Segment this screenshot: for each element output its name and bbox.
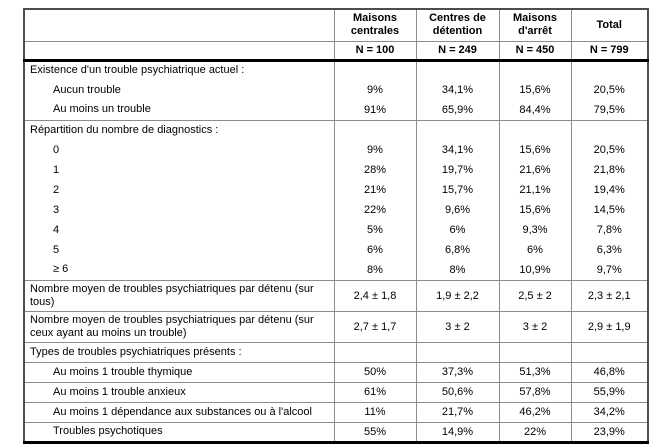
cell-value: 2,4 ± 1,8 xyxy=(334,280,416,311)
cell-value xyxy=(416,342,499,362)
table-row xyxy=(24,200,648,220)
cell-value xyxy=(416,60,499,80)
cell-value: 20,5% xyxy=(571,140,648,160)
column-n-0: N = 100 xyxy=(334,41,416,60)
table-row xyxy=(24,160,648,180)
cell-value: 28% xyxy=(334,160,416,180)
cell-value: 5% xyxy=(334,220,416,240)
cell-value: 21,8% xyxy=(571,160,648,180)
cell-value: 34,1% xyxy=(416,140,499,160)
row-label: Nombre moyen de troubles psychiatriques par détenu (sur ceux ayant au moins un trouble) xyxy=(24,311,334,342)
cell-value xyxy=(334,120,416,140)
cell-value: 51,3% xyxy=(499,362,571,382)
cell-value xyxy=(416,120,499,140)
cell-value: 15,6% xyxy=(499,80,571,100)
row-label: Au moins un trouble xyxy=(24,100,334,120)
cell-value: 2,9 ± 1,9 xyxy=(571,311,648,342)
row-label: ≥ 6 xyxy=(24,260,334,280)
cell-value xyxy=(334,342,416,362)
row-label: Au moins 1 trouble anxieux xyxy=(24,382,334,402)
column-n-3: N = 799 xyxy=(571,41,648,60)
table-row xyxy=(24,402,648,422)
cell-value: 9,6% xyxy=(416,200,499,220)
row-label: 4 xyxy=(53,223,60,236)
corner-cell xyxy=(24,9,334,41)
psychiatric-disorders-table xyxy=(23,8,649,444)
cell-value: 46,2% xyxy=(499,402,571,422)
row-label: Types de troubles psychiatriques présents : xyxy=(24,342,334,362)
table-row xyxy=(24,140,648,160)
cell-value: 34,1% xyxy=(416,80,499,100)
cell-value: 21,6% xyxy=(499,160,571,180)
cell-value: 6% xyxy=(334,240,416,260)
cell-value: 3 ± 2 xyxy=(416,311,499,342)
cell-value: 19,4% xyxy=(571,180,648,200)
cell-value: 22% xyxy=(499,422,571,442)
table-row xyxy=(24,60,648,80)
column-n-1: N = 249 xyxy=(416,41,499,60)
table-body xyxy=(24,60,648,442)
table-row xyxy=(24,382,648,402)
cell-value: 10,9% xyxy=(499,260,571,280)
cell-value: 20,5% xyxy=(571,80,648,100)
cell-value: 37,3% xyxy=(416,362,499,382)
table-row xyxy=(24,180,648,200)
cell-value: 50,6% xyxy=(416,382,499,402)
cell-value: 2,7 ± 1,7 xyxy=(334,311,416,342)
row-label: 0 xyxy=(53,143,60,156)
cell-value: 22% xyxy=(334,200,416,220)
cell-value: 21,1% xyxy=(499,180,571,200)
cell-value: 9% xyxy=(334,80,416,100)
cell-value: 57,8% xyxy=(499,382,571,402)
cell-value xyxy=(571,60,648,80)
cell-value xyxy=(499,60,571,80)
table-row xyxy=(24,311,648,342)
cell-value: 65,9% xyxy=(416,100,499,120)
table-row xyxy=(24,120,648,140)
row-label: 5 xyxy=(53,243,60,256)
column-n-2: N = 450 xyxy=(499,41,571,60)
cell-value: 6% xyxy=(499,240,571,260)
cell-value: 9,3% xyxy=(499,220,571,240)
table-row xyxy=(24,422,648,442)
cell-value: 6,3% xyxy=(571,240,648,260)
cell-value xyxy=(499,120,571,140)
table-row xyxy=(24,260,648,280)
row-label: 1 xyxy=(53,163,60,176)
column-header-1: Centres de détention xyxy=(416,9,499,41)
cell-value: 15,6% xyxy=(499,200,571,220)
cell-value: 55% xyxy=(334,422,416,442)
cell-value: 3 ± 2 xyxy=(499,311,571,342)
row-label: 2 xyxy=(53,183,60,196)
cell-value: 34,2% xyxy=(571,402,648,422)
row-label: Nombre moyen de troubles psychiatriques par détenu (sur tous) xyxy=(24,280,334,311)
corner-cell-n xyxy=(24,41,334,60)
table-row xyxy=(24,342,648,362)
cell-value: 9% xyxy=(334,140,416,160)
cell-value: 6% xyxy=(416,220,499,240)
cell-value: 8% xyxy=(334,260,416,280)
cell-value: 2,5 ± 2 xyxy=(499,280,571,311)
cell-value: 79,5% xyxy=(571,100,648,120)
cell-value: 15,6% xyxy=(499,140,571,160)
cell-value: 50% xyxy=(334,362,416,382)
cell-value: 84,4% xyxy=(499,100,571,120)
cell-value: 14,9% xyxy=(416,422,499,442)
row-label: Répartition du nombre de diagnostics : xyxy=(30,123,219,136)
table-row xyxy=(24,80,648,100)
table-row xyxy=(24,220,648,240)
row-label: Aucun trouble xyxy=(53,83,121,96)
cell-value: 46,8% xyxy=(571,362,648,382)
cell-value: 15,7% xyxy=(416,180,499,200)
cell-value: 6,8% xyxy=(416,240,499,260)
row-label: 3 xyxy=(53,203,60,216)
column-header-3: Total xyxy=(571,9,648,41)
cell-value xyxy=(334,60,416,80)
cell-value: 21,7% xyxy=(416,402,499,422)
cell-value: 1,9 ± 2,2 xyxy=(416,280,499,311)
row-label: Troubles psychotiques xyxy=(53,425,163,437)
table-header xyxy=(24,9,648,60)
cell-value xyxy=(499,342,571,362)
table-row xyxy=(24,362,648,382)
cell-value: 2,3 ± 2,1 xyxy=(571,280,648,311)
cell-value: 8% xyxy=(416,260,499,280)
cell-value xyxy=(571,342,648,362)
row-label: Au moins 1 trouble thymique xyxy=(24,362,334,382)
cell-value xyxy=(571,120,648,140)
column-header-0: Maisons centrales xyxy=(334,9,416,41)
cell-value: 7,8% xyxy=(571,220,648,240)
cell-value: 91% xyxy=(334,100,416,120)
cell-value: 19,7% xyxy=(416,160,499,180)
cell-value: 61% xyxy=(334,382,416,402)
cell-value: 9,7% xyxy=(571,260,648,280)
table-row xyxy=(24,100,648,120)
cell-value: 21% xyxy=(334,180,416,200)
table-row xyxy=(24,280,648,311)
cell-value: 14,5% xyxy=(571,200,648,220)
cell-value: 11% xyxy=(334,402,416,422)
table-row xyxy=(24,240,648,260)
row-label: Au moins 1 dépendance aux substances ou à l'alcool xyxy=(24,402,334,422)
column-header-2: Maisons d'arrêt xyxy=(499,9,571,41)
cell-value: 55,9% xyxy=(571,382,648,402)
row-label: Existence d'un trouble psychiatrique actuel : xyxy=(30,64,245,77)
cell-value: 23,9% xyxy=(571,422,648,442)
